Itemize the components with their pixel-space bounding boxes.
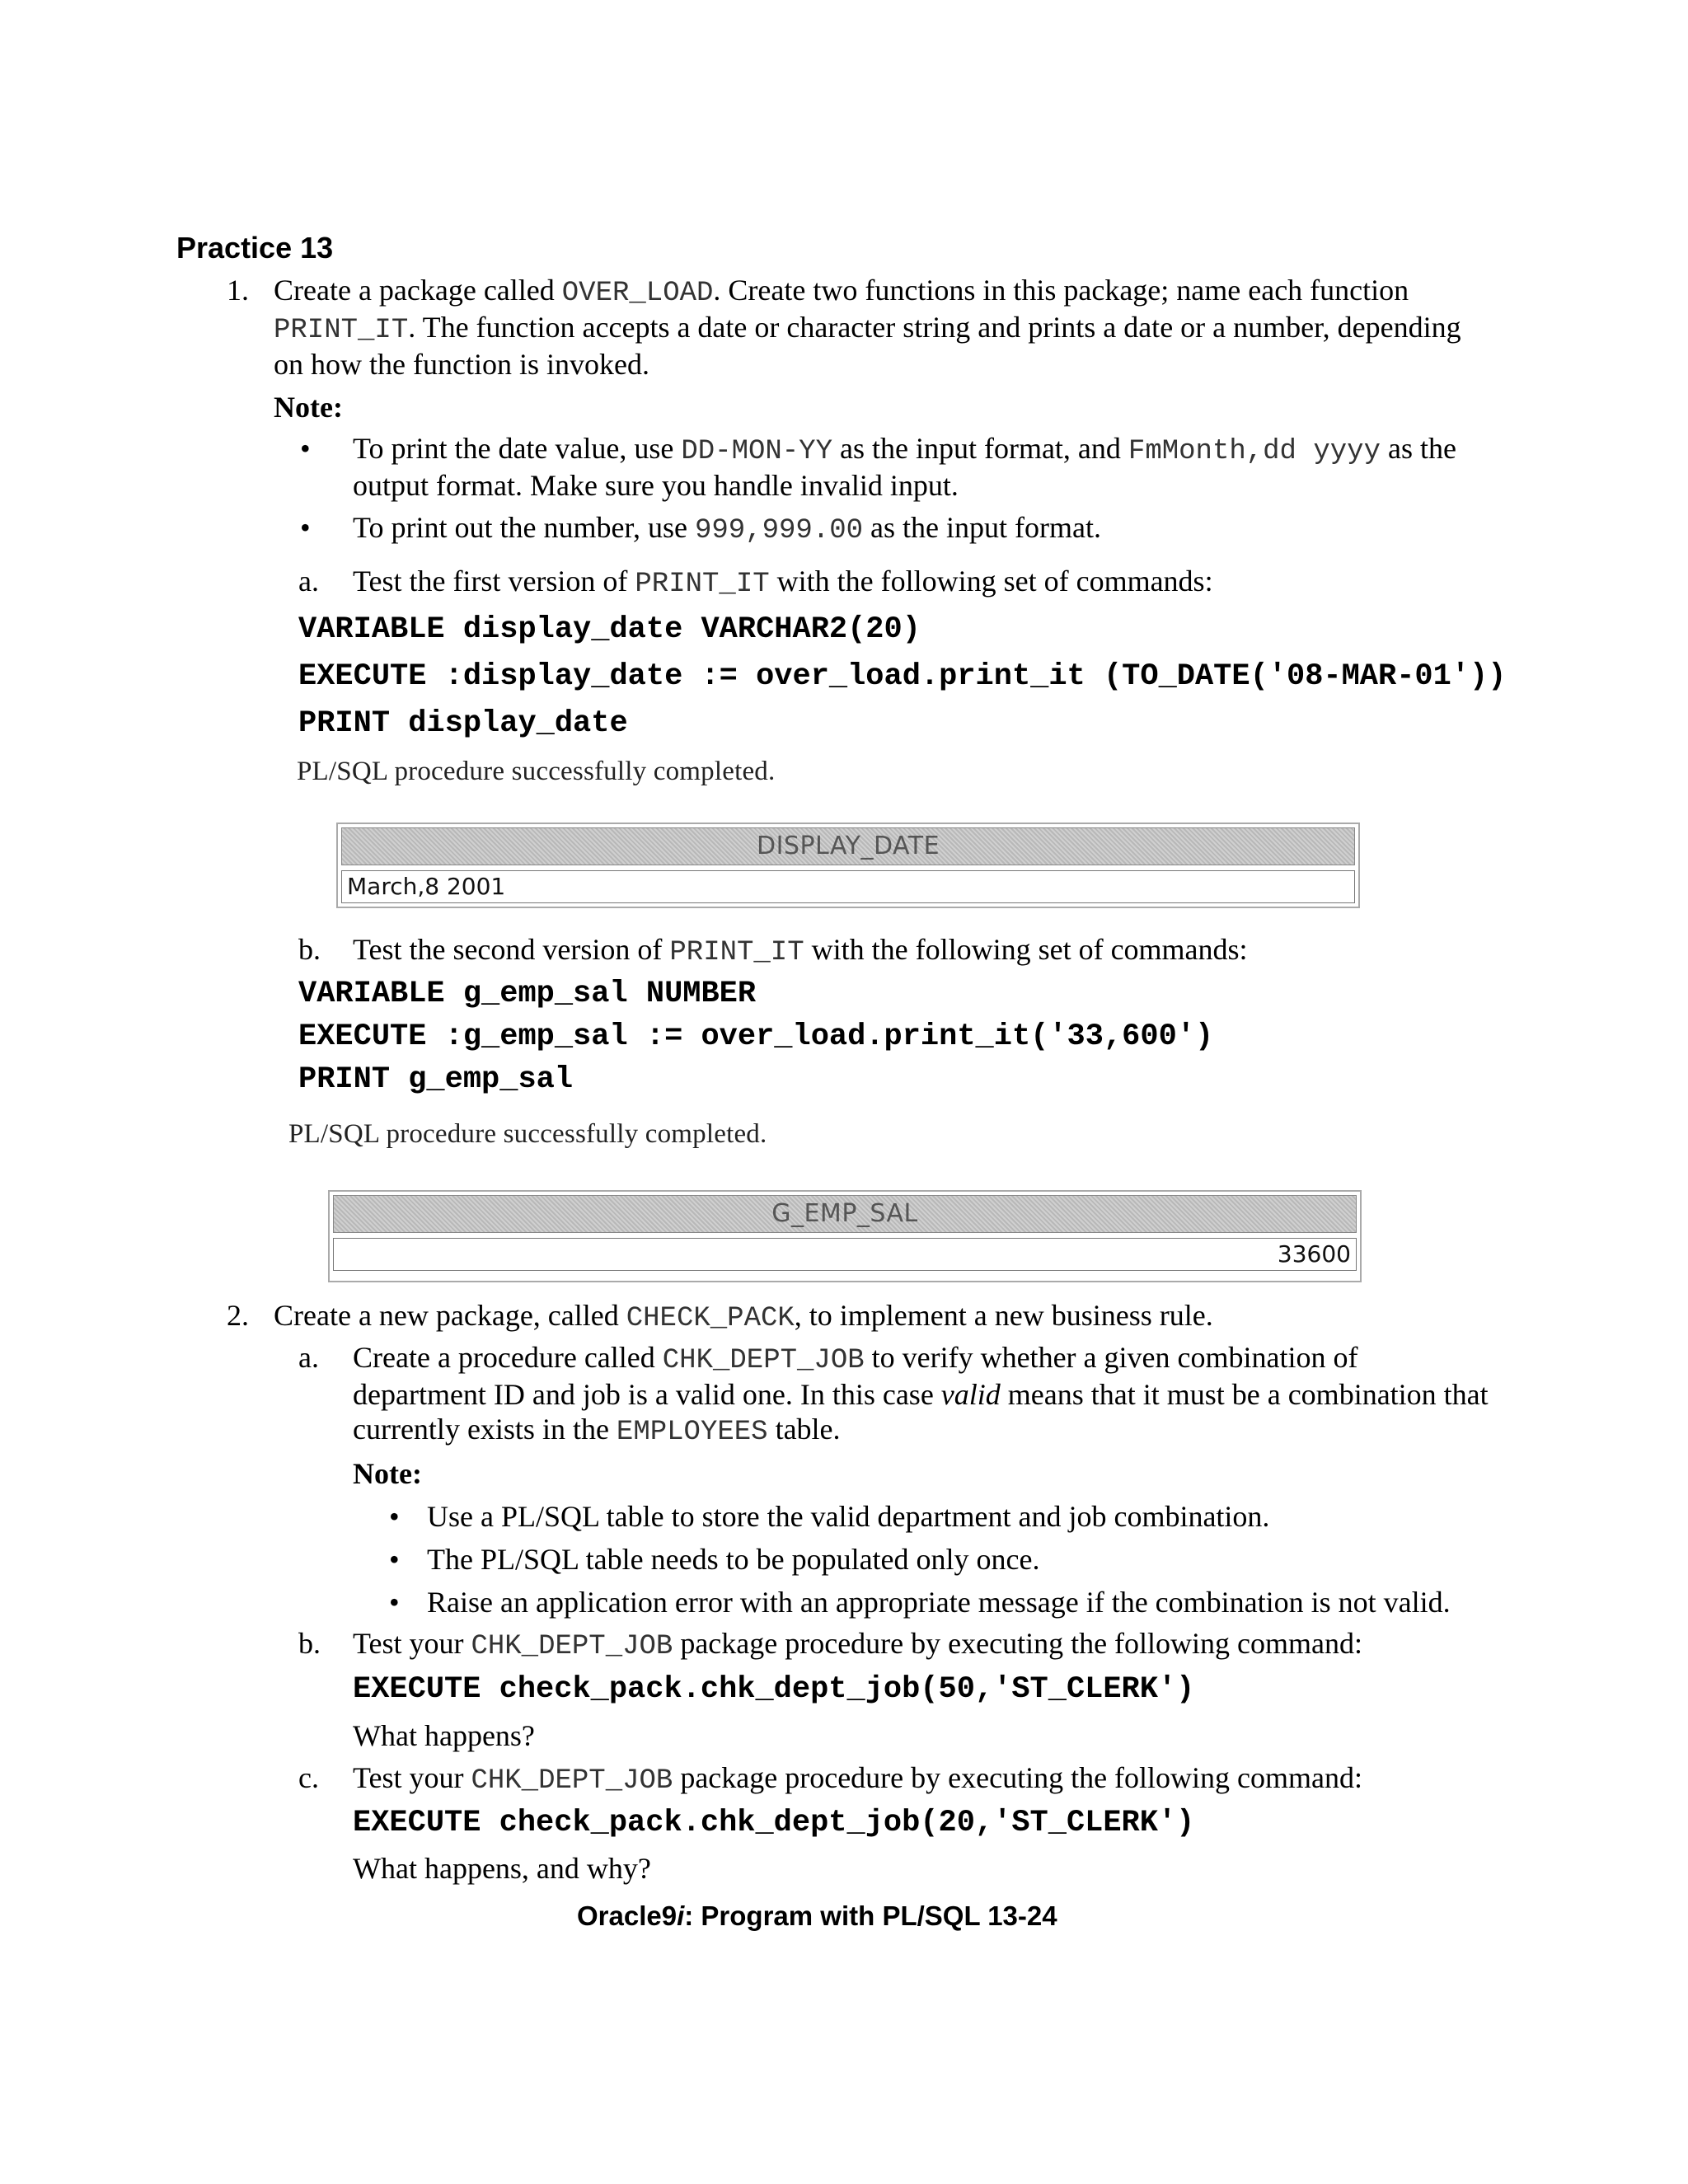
text-run: table.: [767, 1413, 841, 1446]
footer-pre: Oracle9: [577, 1900, 678, 1931]
page-footer: [577, 1900, 1057, 1932]
q1b-code-line2: EXECUTE :g_emp_sal := over_load.print_it('33,600'): [298, 1019, 1214, 1054]
q1b-text: [353, 931, 1248, 972]
q1a-text: [353, 563, 1213, 603]
q1-intro-line3: on how the function is invoked.: [274, 348, 649, 381]
bullet-icon: •: [389, 1586, 400, 1619]
text-run: To print the date value, use: [353, 432, 682, 465]
italic-text: valid: [940, 1378, 1001, 1411]
q1-number: 1.: [227, 274, 249, 307]
footer-ital: i: [677, 1900, 685, 1931]
inline-code: DD-MON-YY: [681, 436, 832, 467]
text-run: . Create two functions in this package; name each function: [713, 274, 1409, 307]
inline-code: PRINT_IT: [635, 569, 770, 600]
text-run: department ID and job is a valid one. In this case: [353, 1378, 941, 1411]
q1b-status: PL/SQL procedure successfully completed.: [288, 1119, 767, 1149]
text-run: , to implement a new business rule.: [794, 1299, 1213, 1332]
q2b-code: EXECUTE check_pack.chk_dept_job(50,'ST_CLERK'): [353, 1672, 1195, 1707]
q1a-status: PL/SQL procedure successfully completed.: [297, 757, 776, 786]
q1-note-label: Note:: [274, 391, 343, 424]
text-run: as the input format, and: [832, 432, 1128, 465]
inline-code: PRINT_IT: [274, 315, 409, 346]
q1-intro-line2: [274, 309, 1461, 349]
bullet-icon: •: [389, 1543, 400, 1576]
inline-code: 999,999.00: [694, 515, 864, 546]
bullet-icon: •: [300, 432, 311, 465]
table-cell: March,8 2001: [341, 870, 1355, 903]
text-run: to verify whether a given combination of: [864, 1341, 1358, 1374]
q2-note2: The PL/SQL table needs to be populated only once.: [427, 1543, 1040, 1576]
q2b-label: b.: [298, 1627, 321, 1660]
q2c-question: What happens, and why?: [353, 1852, 651, 1885]
text-run: Create a new package, called: [274, 1299, 626, 1332]
q2c-code: EXECUTE check_pack.chk_dept_job(20,'ST_CLERK'): [353, 1806, 1195, 1840]
text-run: package procedure by executing the following command:: [673, 1627, 1363, 1660]
text-run: Test your: [353, 1627, 471, 1660]
display-date-table: [336, 823, 1360, 908]
q2-note3: Raise an application error with an appropriate message if the combination is not valid.: [427, 1586, 1451, 1619]
text-run: with the following set of commands:: [804, 933, 1248, 966]
q2b-text: [353, 1625, 1362, 1666]
q2a-line1: [353, 1339, 1357, 1380]
text-run: package procedure by executing the following command:: [673, 1761, 1363, 1794]
bullet-icon: •: [300, 511, 311, 544]
q2c-label: c.: [298, 1761, 319, 1794]
q1-intro-line1: [274, 272, 1409, 312]
q1-note2: [353, 509, 1101, 550]
q2-note-label: Note:: [353, 1457, 422, 1490]
bullet-icon: •: [389, 1500, 400, 1533]
inline-code: EMPLOYEES: [616, 1417, 768, 1448]
inline-code: FmMonth,dd yyyy: [1128, 436, 1381, 467]
q2-number: 2.: [227, 1299, 249, 1332]
q1b-code-line3: PRINT g_emp_sal: [298, 1062, 574, 1097]
text-run: . The function accepts a date or character string and prints a date or a number, depending: [408, 311, 1461, 344]
text-run: Create a procedure called: [353, 1341, 663, 1374]
g-emp-sal-table: [328, 1190, 1362, 1282]
footer-post: : Program with PL/SQL 13-24: [684, 1900, 1057, 1931]
inline-code: CHK_DEPT_JOB: [662, 1345, 865, 1376]
table-header: DISPLAY_DATE: [341, 827, 1355, 865]
q1b-label: b.: [298, 933, 321, 966]
q1-note1-line1: [353, 430, 1456, 471]
q1-note1-line2: output format. Make sure you handle invalid input.: [353, 469, 959, 502]
text-run: with the following set of commands:: [769, 565, 1213, 598]
q2b-question: What happens?: [353, 1719, 535, 1752]
q1a-code-line3: PRINT display_date: [298, 706, 628, 741]
q1b-code-line1: VARIABLE g_emp_sal NUMBER: [298, 977, 757, 1011]
inline-code: PRINT_IT: [669, 937, 804, 968]
q2-intro: [274, 1297, 1213, 1338]
page-title: Practice 13: [176, 231, 334, 265]
q2c-text: [353, 1760, 1362, 1800]
q2a-line3: [353, 1411, 841, 1451]
q2a-label: a.: [298, 1341, 319, 1374]
text-run: To print out the number, use: [353, 511, 695, 544]
inline-code: OVER_LOAD: [561, 278, 714, 309]
text-run: as the: [1380, 432, 1456, 465]
q1a-label: a.: [298, 565, 319, 598]
text-run: as the input format.: [863, 511, 1101, 544]
q2a-line2: [353, 1376, 1489, 1413]
text-run: Test the second version of: [353, 933, 670, 966]
text-run: Create a package called: [274, 274, 562, 307]
text-run: Test your: [353, 1761, 471, 1794]
text-run: Test the first version of: [353, 565, 635, 598]
inline-code: CHECK_PACK: [626, 1303, 795, 1334]
table-header: G_EMP_SAL: [333, 1195, 1357, 1233]
q1a-code-line2: EXECUTE :display_date := over_load.print_it (TO_DATE('08-MAR-01')): [298, 659, 1507, 694]
text-run: currently exists in the: [353, 1413, 617, 1446]
table-cell: 33600: [333, 1238, 1357, 1271]
q1a-code-line1: VARIABLE display_date VARCHAR2(20): [298, 612, 921, 647]
inline-code: CHK_DEPT_JOB: [471, 1631, 673, 1662]
text-run: means that it must be a combination that: [1000, 1378, 1489, 1411]
q2-note1: Use a PL/SQL table to store the valid department and job combination.: [427, 1500, 1270, 1533]
inline-code: CHK_DEPT_JOB: [471, 1765, 673, 1797]
